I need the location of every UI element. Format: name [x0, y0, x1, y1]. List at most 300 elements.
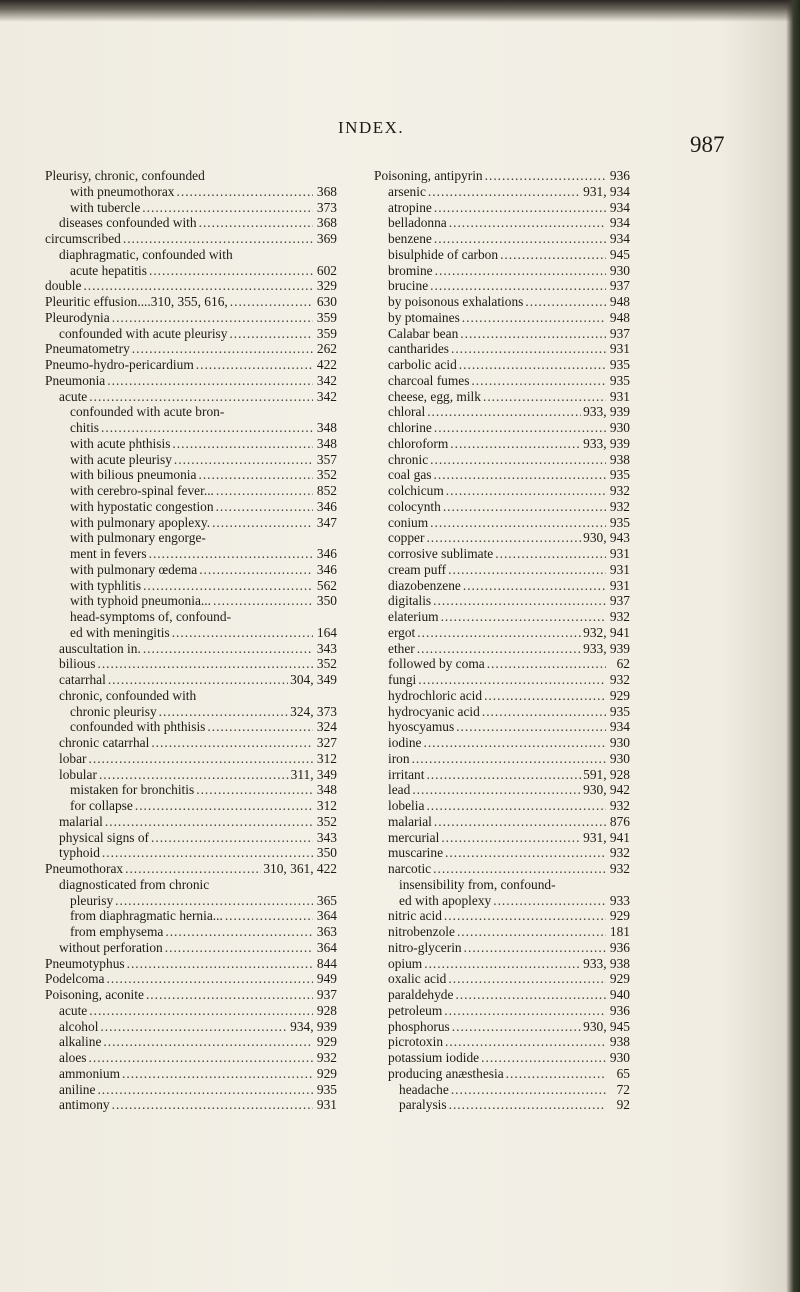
- index-entry-pages: 62: [616, 656, 630, 672]
- dot-leader: [457, 924, 606, 939]
- dot-leader: [426, 798, 606, 813]
- index-entry: [45, 263, 337, 279]
- index-entry-term: with pulmonary œdema: [70, 561, 198, 577]
- index-entry-term: belladonna: [388, 215, 447, 231]
- index-entry: [45, 971, 337, 987]
- index-entry-pages: 368: [316, 215, 337, 231]
- dot-leader: [446, 483, 606, 498]
- index-entry-pages: 935: [609, 372, 630, 388]
- index-entry-pages: 343: [316, 829, 337, 845]
- index-entry: [45, 184, 337, 200]
- index-entry: [374, 530, 630, 546]
- dot-leader: [443, 499, 606, 514]
- index-entry-pages: 343: [316, 640, 337, 656]
- index-entry: [45, 546, 337, 562]
- index-entry: [374, 168, 630, 184]
- index-entry: [374, 184, 630, 200]
- index-entry-pages: 348: [316, 435, 337, 451]
- index-entry-term: Pleuritic effusion....310, 355, 616,: [45, 294, 228, 309]
- index-entry: [45, 656, 337, 672]
- dot-leader: [434, 814, 606, 829]
- index-entry-term: circumscribed: [45, 231, 121, 246]
- index-entry-term: chitis: [70, 420, 100, 435]
- index-entry-term: with pulmonary engorge-: [70, 530, 206, 546]
- dot-leader: [151, 735, 313, 750]
- index-entry: [45, 420, 337, 436]
- index-entry-pages: 930: [609, 1050, 630, 1065]
- dot-leader: [426, 530, 581, 545]
- dot-leader: [149, 546, 313, 561]
- index-entry-pages: 929: [316, 1034, 337, 1050]
- index-entry-term: fungi: [388, 672, 417, 687]
- index-entry: [45, 877, 337, 893]
- index-entry: [45, 593, 337, 609]
- index-entry-term: diseases confounded with: [59, 215, 197, 231]
- index-entry: [374, 294, 630, 310]
- dot-leader: [213, 593, 313, 608]
- dot-leader: [165, 940, 313, 955]
- index-entry-pages: 938: [609, 1034, 630, 1050]
- index-entry-pages: 933: [609, 892, 630, 908]
- index-entry: [374, 1097, 630, 1113]
- index-entry: [374, 940, 630, 956]
- dot-leader: [108, 672, 288, 687]
- index-entry: [374, 767, 630, 783]
- dot-leader: [451, 341, 606, 356]
- dot-leader: [427, 404, 581, 419]
- dot-leader: [525, 294, 606, 309]
- index-entry-pages: 932: [609, 861, 630, 876]
- index-entry-pages: 936: [609, 939, 630, 955]
- index-entry: [45, 231, 337, 247]
- index-entry: [45, 625, 337, 641]
- index-entry-pages: 935: [316, 1081, 337, 1097]
- dot-leader: [448, 971, 606, 986]
- index-entry-pages: 929: [609, 971, 630, 987]
- index-entry-term: Pneumo-hydro-pericardium: [45, 357, 194, 372]
- index-entry-term: cantharides: [388, 341, 449, 357]
- index-entry-term: from emphysema: [70, 924, 164, 939]
- index-entry-term: confounded with acute bron-: [70, 404, 225, 420]
- dot-leader: [430, 452, 606, 467]
- index-entry-pages: 562: [316, 577, 337, 593]
- index-entry-term: Pneumonia: [45, 372, 106, 388]
- index-entry-term: malarial: [388, 813, 432, 829]
- index-entry-pages: 342: [316, 388, 337, 404]
- index-entry-term: Pleurisy, chronic, confounded: [45, 168, 205, 183]
- index-entry: [45, 704, 337, 720]
- index-entry-pages: 937: [609, 325, 630, 341]
- index-entry-term: hydrochloric acid: [388, 687, 483, 703]
- index-entry-term: with acute phthisis: [70, 435, 171, 451]
- dot-leader: [172, 625, 313, 640]
- index-entry: [45, 341, 337, 357]
- index-entry: [374, 562, 630, 578]
- index-entry-term: lobelia: [388, 798, 425, 813]
- index-entry: [374, 814, 630, 830]
- index-entry-pages: 65: [616, 1065, 630, 1081]
- dot-leader: [230, 294, 313, 309]
- dot-leader: [417, 641, 581, 656]
- index-entry-term: with acute pleurisy: [70, 451, 172, 467]
- index-entry: [45, 1034, 337, 1050]
- dot-leader: [89, 751, 313, 766]
- dot-leader: [428, 184, 581, 199]
- index-entry-pages: 935: [609, 467, 630, 483]
- index-entry-pages: 928: [316, 1002, 337, 1018]
- dot-leader: [456, 719, 606, 734]
- index-entry-pages: 933, 939: [583, 404, 630, 420]
- index-entry: [374, 593, 630, 609]
- index-entry: [45, 956, 337, 972]
- index-entry-term: diagnosticated from chronic: [59, 876, 210, 892]
- index-column-right: [374, 168, 630, 1113]
- index-entry-term: nitric acid: [388, 908, 442, 924]
- index-entry-pages: 164: [316, 624, 337, 640]
- index-entry-pages: 364: [316, 908, 337, 924]
- index-entry: [374, 1003, 630, 1019]
- index-entry: [45, 735, 337, 751]
- index-entry-pages: 931: [609, 561, 630, 577]
- dot-leader: [441, 830, 581, 845]
- index-entry-term: Pneumatometry: [45, 341, 130, 357]
- index-entry-term: antimony: [59, 1097, 110, 1113]
- index-entry: [374, 326, 630, 342]
- index-entry-term: confounded with phthisis: [70, 719, 206, 735]
- page-number: 987: [690, 132, 725, 157]
- index-entry-term: bisulphide of carbon: [388, 246, 499, 262]
- index-entry-term: diazobenzene: [388, 577, 461, 593]
- dot-leader: [460, 326, 606, 341]
- index-entry: [45, 609, 337, 625]
- index-entry-term: elaterium: [388, 609, 439, 624]
- index-entry-term: alcohol: [59, 1018, 99, 1034]
- index-entry-pages: 347: [316, 514, 337, 530]
- index-entry-term: Pleurodynia: [45, 309, 110, 325]
- index-entry: [45, 751, 337, 767]
- dot-leader: [199, 215, 313, 230]
- index-entry-term: muscarine: [388, 845, 444, 861]
- dot-leader: [424, 956, 581, 971]
- dot-leader: [146, 987, 313, 1002]
- index-entry-pages: 929: [609, 687, 630, 703]
- index-entry-term: colchicum: [388, 483, 444, 498]
- index-entry: [45, 672, 337, 688]
- dot-leader: [482, 704, 606, 719]
- index-entry-pages: 327: [316, 735, 337, 750]
- index-entry-pages: 934, 939: [290, 1018, 337, 1034]
- index-entry: [374, 782, 630, 798]
- index-entry-pages: 929: [609, 908, 630, 924]
- index-entry-pages: 310, 361, 422: [263, 861, 337, 876]
- running-title: INDEX.: [338, 118, 405, 137]
- index-entry-pages: 934: [609, 199, 630, 215]
- index-entry-term: pleurisy: [70, 892, 114, 908]
- index-entry-pages: 304, 349: [290, 672, 337, 687]
- index-entry-pages: 373: [316, 199, 337, 215]
- index-entry: [45, 515, 337, 531]
- index-entry-pages: 932: [609, 798, 630, 813]
- index-entry: [374, 247, 630, 263]
- index-entry: [374, 373, 630, 389]
- index-entry: [374, 546, 630, 562]
- index-entry: [374, 735, 630, 751]
- dot-leader: [135, 798, 313, 813]
- index-entry: [374, 515, 630, 531]
- index-entry-term: bilious: [59, 656, 96, 672]
- dot-leader: [449, 1097, 606, 1112]
- index-entry: [374, 389, 630, 405]
- index-entry: [45, 1082, 337, 1098]
- index-entry-term: Pneumotyphus: [45, 955, 125, 971]
- dot-leader: [112, 1097, 313, 1112]
- index-entry: [374, 1034, 630, 1050]
- dot-leader: [483, 389, 606, 404]
- index-entry-term: mistaken for bronchitis: [70, 782, 195, 798]
- index-entry-term: irritant: [388, 766, 425, 782]
- dot-leader: [97, 1082, 313, 1097]
- index-entry: [45, 499, 337, 515]
- index-entry-term: with cerebro-spinal fever...: [70, 483, 214, 498]
- dot-leader: [143, 641, 313, 656]
- dot-leader: [426, 767, 581, 782]
- index-entry-pages: 935: [609, 703, 630, 719]
- index-entry-pages: 348: [316, 782, 337, 798]
- dot-leader: [216, 483, 313, 498]
- index-entry: [45, 483, 337, 499]
- dot-leader: [455, 987, 606, 1002]
- index-entry-pages: 364: [316, 939, 337, 955]
- index-entry-term: by ptomaines: [388, 309, 460, 325]
- index-entry-pages: 932: [609, 498, 630, 514]
- index-entry: [374, 278, 630, 294]
- dot-leader: [89, 1003, 313, 1018]
- index-entry: [45, 200, 337, 216]
- dot-leader: [434, 200, 606, 215]
- dot-leader: [451, 1082, 606, 1097]
- index-entry-term: with bilious pneumonia: [70, 467, 197, 483]
- index-entry: [45, 247, 337, 263]
- index-entry-term: physical signs of: [59, 829, 150, 845]
- index-entry-pages: 936: [609, 168, 630, 183]
- index-entry: [45, 373, 337, 389]
- index-entry: [45, 215, 337, 231]
- index-entry-pages: 931: [609, 341, 630, 357]
- index-entry: [45, 893, 337, 909]
- index-entry-term: acute: [59, 1002, 88, 1018]
- index-entry-pages: 948: [609, 294, 630, 309]
- index-entry-term: headache: [399, 1081, 449, 1097]
- index-entry-term: potassium iodide: [388, 1050, 480, 1065]
- index-entry-term: by poisonous exhalations: [388, 294, 524, 309]
- index-entry: [374, 704, 630, 720]
- index-entry: [374, 956, 630, 972]
- dot-leader: [434, 420, 606, 435]
- index-entry-pages: 346: [316, 561, 337, 577]
- index-entry-pages: 311, 349: [290, 766, 337, 782]
- dot-leader: [452, 1019, 581, 1034]
- dot-leader: [459, 357, 606, 372]
- index-entry-pages: 945: [609, 246, 630, 262]
- index-entry-pages: 359: [316, 325, 337, 341]
- index-entry-term: without perforation: [59, 939, 163, 955]
- index-entry-pages: 357: [316, 451, 337, 467]
- index-entry: [374, 893, 630, 909]
- index-entry: [45, 278, 337, 294]
- dot-leader: [430, 278, 606, 293]
- dot-leader: [199, 562, 313, 577]
- index-entry-pages: 940: [609, 987, 630, 1002]
- index-entry: [45, 562, 337, 578]
- dot-leader: [412, 751, 606, 766]
- index-entry-term: corrosive sublimate: [388, 546, 494, 561]
- index-entry-pages: 935: [609, 514, 630, 530]
- index-entry-pages: 342: [316, 372, 337, 388]
- page-right-edge: [786, 0, 800, 1292]
- index-entry: [45, 168, 337, 184]
- index-entry: [45, 530, 337, 546]
- dot-leader: [464, 940, 606, 955]
- dot-leader: [423, 735, 606, 750]
- dot-leader: [412, 782, 581, 797]
- index-entry-term: brucine: [388, 278, 429, 294]
- index-entry: [45, 1050, 337, 1066]
- index-entry-pages: 930, 943: [583, 530, 630, 546]
- index-entry-term: with tubercle: [70, 199, 141, 215]
- index-entry-term: Podelcoma: [45, 971, 105, 987]
- index-entry-term: cream puff: [388, 561, 447, 577]
- dot-leader: [123, 231, 313, 246]
- index-entry-term: ed with apoplexy: [399, 892, 492, 908]
- index-entry-pages: 930: [609, 420, 630, 435]
- index-entry-term: iodine: [388, 735, 422, 750]
- index-entry-term: paralysis: [399, 1097, 447, 1113]
- index-entry-pages: 844: [316, 955, 337, 971]
- dot-leader: [177, 184, 313, 199]
- dot-leader: [143, 578, 313, 593]
- index-entry: [374, 452, 630, 468]
- index-entry-term: atropine: [388, 199, 432, 215]
- index-entry: [45, 987, 337, 1003]
- dot-leader: [125, 861, 261, 876]
- index-entry: [45, 294, 337, 310]
- index-entry-term: aniline: [59, 1081, 96, 1097]
- dot-leader: [225, 908, 313, 923]
- index-entry-term: auscultation in.: [59, 640, 141, 656]
- index-entry-term: digitalis: [388, 593, 432, 609]
- dot-leader: [500, 247, 606, 262]
- dot-leader: [198, 467, 313, 482]
- index-entry: [45, 719, 337, 735]
- index-entry-pages: 324: [316, 719, 337, 735]
- index-entry: [45, 357, 337, 373]
- index-entry-term: mercurial: [388, 829, 440, 845]
- index-entry: [45, 940, 337, 956]
- index-entry-term: Poisoning, aconite: [45, 987, 144, 1002]
- index-entry: [374, 845, 630, 861]
- index-entry-term: ment in fevers: [70, 546, 147, 561]
- index-entry-term: opium: [388, 955, 423, 971]
- dot-leader: [122, 1066, 313, 1081]
- index-entry-pages: 932: [609, 483, 630, 498]
- index-entry-pages: 352: [316, 656, 337, 672]
- index-entry-term: with typhoid pneumonia...: [70, 593, 211, 609]
- index-entry-term: paraldehyde: [388, 987, 454, 1002]
- index-entry-term: followed by coma: [388, 656, 485, 672]
- dot-leader: [434, 231, 606, 246]
- dot-leader: [495, 546, 606, 561]
- index-entry-term: iron: [388, 750, 410, 766]
- index-entry-pages: 931, 934: [583, 183, 630, 199]
- index-entry-pages: 630: [316, 294, 337, 309]
- index-entry: [374, 404, 630, 420]
- dot-leader: [207, 719, 313, 734]
- index-entry-term: aloes: [59, 1050, 87, 1065]
- index-entry-pages: 329: [316, 278, 337, 294]
- dot-leader: [433, 861, 606, 876]
- index-entry-term: double: [45, 278, 82, 294]
- index-entry-pages: 930, 942: [583, 782, 630, 798]
- dot-leader: [172, 436, 313, 451]
- index-entry: [45, 782, 337, 798]
- index-entry-term: ed with meningitis: [70, 624, 170, 640]
- index-entry: [45, 814, 337, 830]
- index-entry-pages: 591, 928: [583, 766, 630, 782]
- dot-leader: [165, 924, 313, 939]
- dot-leader: [83, 278, 313, 293]
- index-entry-term: picrotoxin: [388, 1034, 444, 1050]
- index-entry: [374, 215, 630, 231]
- dot-leader: [100, 1019, 288, 1034]
- index-entry: [374, 1019, 630, 1035]
- index-entry-pages: 930, 945: [583, 1018, 630, 1034]
- index-entry: [374, 499, 630, 515]
- dot-leader: [97, 656, 313, 671]
- index-entry: [374, 1066, 630, 1082]
- index-entry-term: catarrhal: [59, 672, 106, 687]
- index-entry-pages: 262: [316, 341, 337, 357]
- index-entry-pages: 931: [316, 1097, 337, 1113]
- dot-leader: [417, 625, 581, 640]
- index-entry-pages: 934: [609, 231, 630, 246]
- index-entry-pages: 876: [609, 813, 630, 829]
- index-entry-term: arsenic: [388, 183, 426, 199]
- index-entry-pages: 352: [316, 467, 337, 483]
- dot-leader: [151, 830, 313, 845]
- index-entry-pages: 350: [316, 593, 337, 609]
- index-entry-pages: 324, 373: [290, 703, 337, 719]
- index-entry-term: Pneumothorax: [45, 861, 124, 876]
- index-entry: [45, 389, 337, 405]
- dot-leader: [107, 373, 313, 388]
- index-entry: [45, 310, 337, 326]
- index-entry-term: hyoscyamus: [388, 719, 455, 735]
- index-entry-term: from diaphragmatic hernia...: [70, 908, 223, 924]
- dot-leader: [433, 593, 606, 608]
- index-entry: [374, 263, 630, 279]
- index-entry-pages: 92: [616, 1097, 630, 1113]
- dot-leader: [89, 1050, 313, 1065]
- index-entry: [374, 656, 630, 672]
- index-entry-term: benzene: [388, 231, 432, 246]
- index-entry-term: with pneumothorax: [70, 183, 175, 199]
- index-entry-pages: 365: [316, 892, 337, 908]
- index-entry-term: chloroform: [388, 435, 449, 451]
- dot-leader: [112, 310, 313, 325]
- index-entry: [374, 420, 630, 436]
- index-entry-pages: 181: [609, 924, 630, 939]
- index-entry-pages: 852: [316, 483, 337, 498]
